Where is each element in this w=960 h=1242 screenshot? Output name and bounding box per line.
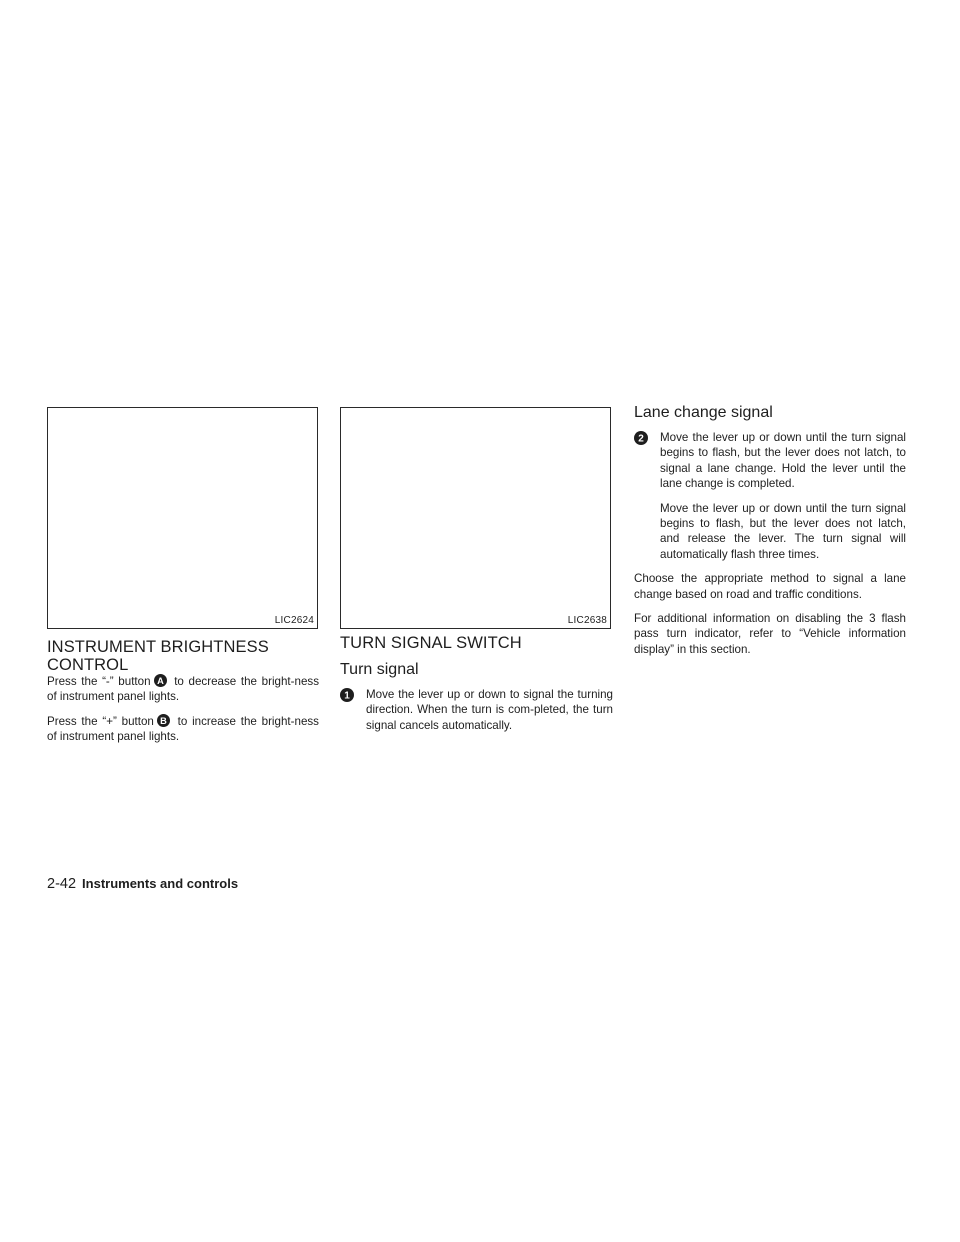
callout-b-icon	[157, 714, 170, 727]
figure-instrument-brightness	[47, 407, 318, 629]
paragraph-increase	[47, 714, 319, 745]
paragraph-decrease	[47, 674, 319, 705]
heading-instrument-brightness	[47, 638, 319, 674]
list-item-turn-signal	[340, 687, 613, 733]
callout-1-icon	[340, 688, 354, 702]
svg-text:1: 1	[344, 690, 350, 702]
svg-text:B: B	[160, 715, 167, 726]
paragraph-additional-info: For additional information on disabling the 3 flash pass turn indicator, refer to “Vehicle information display” in this section.	[634, 612, 906, 656]
heading-turn-signal-switch: TURN SIGNAL SWITCH	[340, 634, 522, 652]
page-footer	[47, 876, 238, 892]
column-turn-signal-switch	[340, 634, 613, 733]
callout-a-icon	[154, 674, 167, 687]
page-number: 2-42	[47, 876, 77, 892]
item-text: Move the lever up or down to signal the turning direction. When the turn is com-pleted, the turn signal cancels automatically.	[366, 688, 613, 732]
figure-turn-signal	[340, 407, 611, 629]
subheading-turn-signal: Turn signal	[340, 661, 419, 678]
section-title: Instruments and controls	[82, 876, 239, 891]
list-item-lane-change	[634, 430, 906, 492]
text: to decrease the bright-ness of instrument panel lights.	[47, 675, 320, 704]
subheading-lane-change: Lane change signal	[634, 404, 773, 421]
heading-line-1: INSTRUMENT BRIGHTNESS	[47, 638, 269, 656]
text: Press the “+” button	[47, 714, 154, 728]
paragraph-lane-change-alt: Move the lever up or down until the turn signal begins to flash, but the lever does not latch, and release the lever. The turn signal will automatically flash three times.	[660, 501, 906, 561]
figure-code: LIC2638	[567, 615, 607, 626]
svg-text:2: 2	[638, 433, 644, 445]
heading-line-2: CONTROL	[47, 656, 129, 674]
svg-text:A: A	[156, 675, 164, 686]
column-instrument-brightness	[47, 638, 319, 745]
callout-2-icon	[634, 431, 648, 445]
figure-code: LIC2624	[274, 615, 314, 626]
text: to increase the bright-ness of instrument panel lights.	[47, 714, 319, 744]
item-text: Move the lever up or down until the turn signal begins to flash, but the lever does not latch, to signal a lane change. Hold the lever until the lane change is completed.	[660, 431, 906, 491]
text: Press the “-” button	[47, 675, 151, 688]
column-lane-change	[634, 404, 906, 657]
paragraph-choose-method: Choose the appropriate method to signal a lane change based on road and traffic conditions.	[634, 572, 906, 601]
